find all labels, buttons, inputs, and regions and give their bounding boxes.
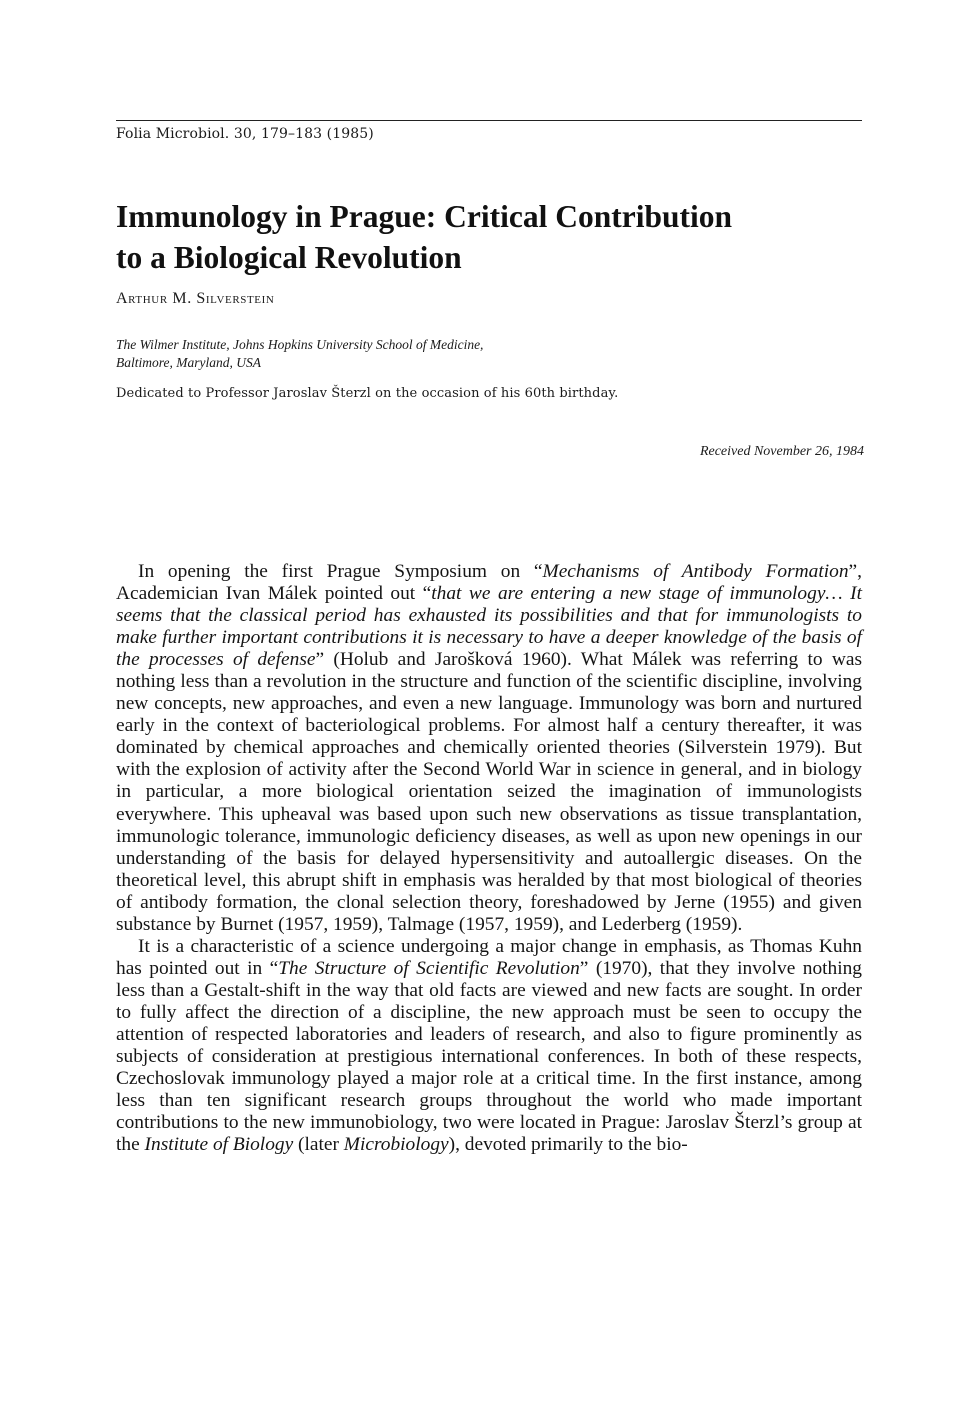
journal-reference: Folia Microbiol. 30, 179–183 (1985) (116, 126, 374, 142)
p2-text-g: ), devoted primarily to the bio- (448, 1134, 688, 1156)
article-title (116, 196, 876, 278)
article-body (116, 561, 862, 1156)
dedication: Dedicated to Professor Jaroslav Šterzl on the occasion of his 60th birthday. (116, 386, 619, 401)
author-affiliation (116, 336, 816, 372)
paragraph-2 (116, 936, 862, 1156)
affiliation-line-2: Baltimore, Maryland, USA (116, 355, 261, 370)
title-line-1: Immunology in Prague: Critical Contribution (116, 199, 733, 234)
p2-italic-book-title: The Structure of Scientific Revolution (278, 957, 580, 979)
header-rule (116, 120, 862, 121)
p1-text-a: In opening the first Prague Symposium on “ (138, 561, 543, 582)
p1-italic-symposium-title: Mechanisms of Antibody Formation (542, 561, 849, 582)
p2-italic-microbiology: Microbiology (343, 1134, 449, 1156)
p2-text-c: ” (1970), that they involve nothing less than a Gestalt-shift in the way that old facts are viewed and new facts are sought. In order to fully affect the direction of a discipline, the new approach must be seen to occupy the attention of respected laboratories and leaders of research, and also to figure prominently as subjects of consideration at prestigious international conferences. In both of these respects, Czechoslovak immunology played a major role at a critical time. In the first instance, among less than ten significant research groups throughout the world who made important contributions to the new immunobiology, two were located in Prague: Jaroslav Šterzl’s group at the (116, 957, 863, 1156)
p1-text-c: ”, Academician Ivan Málek pointed out “ (116, 561, 862, 605)
p1-italic-quote: that we are entering a new stage of immunology… It seems that the classical period has exhausted its possibilities and that for immunologists to make further important contributions it is necessary to have a deeper knowledge of the basis of the processes of defense (116, 583, 862, 671)
paragraph-1 (116, 561, 862, 936)
affiliation-line-1: The Wilmer Institute, Johns Hopkins University School of Medicine, (116, 337, 484, 352)
received-date: Received November 26, 1984 (699, 444, 864, 459)
author-name: Arthur M. Silverstein (116, 290, 275, 307)
p2-text-a: It is a characteristic of a science undergoing a major change in emphasis, as Thomas Kuhn has pointed out in “ (116, 935, 862, 979)
p2-italic-institute: Institute of Biology (144, 1134, 294, 1156)
title-line-2: to a Biological Revolution (116, 240, 462, 275)
p2-text-e: (later (293, 1134, 344, 1156)
p1-text-e: ” (Holub and Jarošková 1960). What Málek was referring to was nothing less than a revolution in the structure and function of the scientific discipline, involving new concepts, new approaches, and even a new language. Immunology was born and nurtured early in the context of bacteriological problems. For almost half a century thereafter, it was dominated by chemical approaches and chemically oriented theories (Silverstein 1979). But with the explosion of activity after the Second World War in science in general, and in biology in particular, a more biological orientation seized the imagination of immunologists everywhere. This upheaval was based upon such new observations as tissue transplantation, immunologic tolerance, immunologic deficiency diseases, as well as upon new openings in our understanding of the basis for delayed hypersensitivity and autoallergic diseases. On the theoretical level, this abrupt shift in emphasis was heralded by that most biological of theories of antibody formation, the clonal selection theory, foreshadowed by Jerne (1955) and given substance by Burnet (1957, 1959), Talmage (1957, 1959), and Lederberg (1959). (116, 649, 862, 935)
